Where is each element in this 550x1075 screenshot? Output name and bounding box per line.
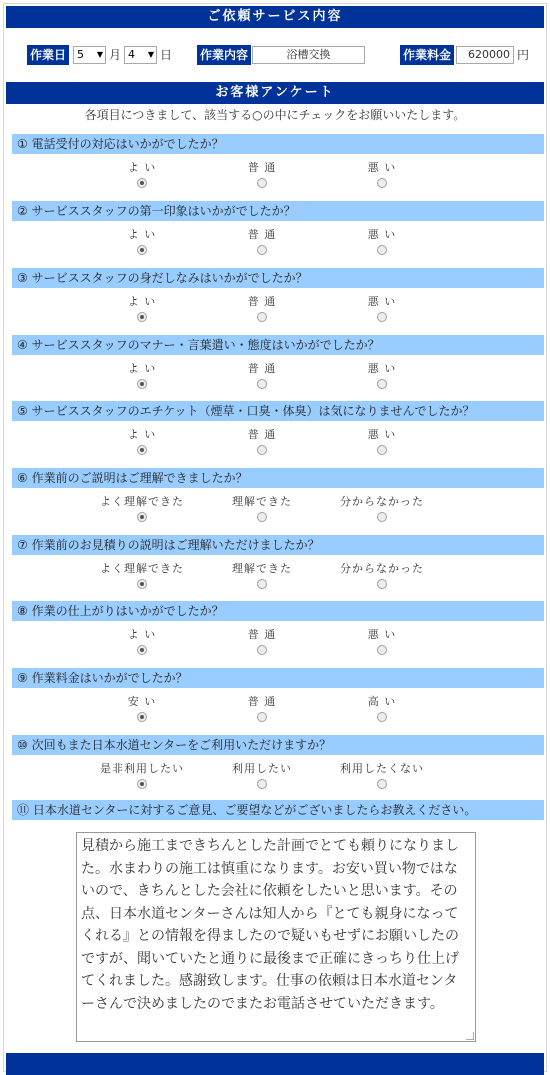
question-8-text: ⑧ 作業の仕上がりはいかがでしたか？: [12, 601, 544, 621]
comment-question: ⑪ 日本水道センターに対するご意見、ご要望などがございましたらお教えください。: [12, 800, 544, 820]
radio-button[interactable]: [257, 245, 267, 255]
day-unit: 日: [160, 48, 173, 62]
question-7-option-1[interactable]: [82, 562, 202, 592]
question-8-option-3[interactable]: [322, 628, 442, 658]
work-content-label: 作業内容: [197, 45, 251, 65]
question-9-option-2[interactable]: [202, 695, 322, 725]
survey-section-title: お客様アンケート: [6, 82, 544, 104]
radio-button[interactable]: [137, 579, 147, 589]
comment-text: 見積から施工まできちんとした計画でとても頼りになりました。水まわりの施工は慎重になります。お安い買い物ではないので、きちんとした会社に依頼をしたいと思います。その点、日本水道センターさんは知人から『とても親身になってくれる』との情報を得ましたので疑いもせずにお願いしたのですが、聞いていたと通りに最後まで正確にきっちり仕上げてくれました。感謝致します。仕事の依頼は日本水道センターさんで決めましたのでまたお電話させていただきます。: [81, 838, 459, 1012]
question-10-option-3[interactable]: [322, 762, 442, 792]
question-2-option-2[interactable]: [202, 228, 322, 258]
question-10-text: ⑩ 次回もまた日本水道センターをご利用いただけますか？: [12, 735, 544, 755]
radio-button[interactable]: [257, 579, 267, 589]
question-6-text: ⑥ 作業前のご説明はご理解できましたか？: [12, 468, 544, 488]
comment-textarea[interactable]: [76, 832, 476, 1042]
option-label: 普 通: [247, 362, 277, 375]
day-select[interactable]: [124, 46, 157, 64]
radio-button[interactable]: [377, 245, 387, 255]
option-label: 悪 い: [367, 428, 397, 441]
chevron-down-icon: ▼: [96, 50, 103, 59]
radio-button[interactable]: [377, 779, 387, 789]
question-9-option-1[interactable]: [82, 695, 202, 725]
month-select[interactable]: [73, 46, 106, 64]
radio-button[interactable]: [257, 312, 267, 322]
radio-button[interactable]: [377, 379, 387, 389]
question-5-text: ⑤ サービススタッフのエチケット（煙草・口臭・体臭）は気になりませんでしたか？: [12, 401, 544, 421]
radio-button[interactable]: [137, 245, 147, 255]
question-3-option-1[interactable]: [82, 295, 202, 325]
question-5-option-1[interactable]: [82, 428, 202, 458]
option-label: 是非利用したい: [100, 762, 184, 775]
option-label: 悪 い: [367, 295, 397, 308]
option-label: よ い: [127, 228, 157, 241]
question-2-option-1[interactable]: [82, 228, 202, 258]
option-label: よ い: [127, 628, 157, 641]
question-7-text: ⑦ 作業前のお見積りの説明はご理解いただけましたか？: [12, 535, 544, 555]
fee-label: 作業料金: [400, 45, 454, 65]
question-10-option-2[interactable]: [202, 762, 322, 792]
radio-button[interactable]: [257, 178, 267, 188]
option-label: よ い: [127, 428, 157, 441]
option-label: 悪 い: [367, 161, 397, 174]
question-4-option-3[interactable]: [322, 362, 442, 392]
question-2-text: ② サービススタッフの第一印象はいかがでしたか？: [12, 201, 544, 221]
radio-button[interactable]: [257, 379, 267, 389]
month-select-value: 5: [77, 48, 84, 61]
option-label: 利用したくない: [340, 762, 424, 775]
radio-button[interactable]: [137, 445, 147, 455]
radio-button[interactable]: [377, 645, 387, 655]
radio-button[interactable]: [137, 712, 147, 722]
question-1-option-3[interactable]: [322, 161, 442, 191]
survey-intro: 各項目につきまして、該当する○の中にチェックをお願いいたします。: [84, 108, 466, 122]
radio-button[interactable]: [137, 379, 147, 389]
work-content-field[interactable]: 浴槽交換: [252, 46, 365, 64]
radio-button[interactable]: [137, 779, 147, 789]
radio-button[interactable]: [257, 645, 267, 655]
question-4-option-2[interactable]: [202, 362, 322, 392]
option-label: 悪 い: [367, 362, 397, 375]
radio-button[interactable]: [377, 579, 387, 589]
chevron-down-icon: ▼: [147, 50, 154, 59]
question-9-option-3[interactable]: [322, 695, 442, 725]
radio-button[interactable]: [137, 178, 147, 188]
option-label: 普 通: [247, 228, 277, 241]
question-8-option-2[interactable]: [202, 628, 322, 658]
day-select-value: 4: [128, 48, 135, 61]
question-9-text: ⑨ 作業料金はいかがでしたか？: [12, 668, 544, 688]
question-5-option-3[interactable]: [322, 428, 442, 458]
radio-button[interactable]: [377, 512, 387, 522]
radio-button[interactable]: [377, 445, 387, 455]
radio-button[interactable]: [137, 512, 147, 522]
option-label: 利用したい: [232, 762, 292, 775]
option-label: 分からなかった: [340, 562, 424, 575]
option-label: 分からなかった: [340, 495, 424, 508]
option-label: 普 通: [247, 695, 277, 708]
question-1-text: ① 電話受付の対応はいかがでしたか？: [12, 134, 544, 154]
question-8-option-1[interactable]: [82, 628, 202, 658]
option-label: よく理解できた: [100, 495, 184, 508]
option-label: 悪 い: [367, 228, 397, 241]
question-4-option-1[interactable]: [82, 362, 202, 392]
option-label: 理解できた: [232, 495, 292, 508]
question-3-option-2[interactable]: [202, 295, 322, 325]
question-6-option-1[interactable]: [82, 495, 202, 525]
option-label: 普 通: [247, 428, 277, 441]
option-label: よ い: [127, 161, 157, 174]
option-label: 普 通: [247, 628, 277, 641]
question-7-option-3[interactable]: [322, 562, 442, 592]
radio-button[interactable]: [377, 712, 387, 722]
radio-button[interactable]: [137, 645, 147, 655]
radio-button[interactable]: [377, 312, 387, 322]
radio-button[interactable]: [257, 712, 267, 722]
radio-button[interactable]: [257, 779, 267, 789]
radio-button[interactable]: [257, 445, 267, 455]
question-10-option-1[interactable]: [82, 762, 202, 792]
footer-bar: [6, 1053, 544, 1075]
month-unit: 月: [109, 48, 122, 62]
option-label: 悪 い: [367, 628, 397, 641]
radio-button[interactable]: [377, 178, 387, 188]
question-2-option-3[interactable]: [322, 228, 442, 258]
question-7-option-2[interactable]: [202, 562, 322, 592]
option-label: 普 通: [247, 295, 277, 308]
option-label: 普 通: [247, 161, 277, 174]
work-date-label: 作業日: [27, 45, 69, 65]
fee-unit: 円: [517, 48, 530, 62]
question-3-option-3[interactable]: [322, 295, 442, 325]
option-label: 安 い: [127, 695, 157, 708]
service-info-row: [6, 28, 544, 82]
option-label: よ い: [127, 295, 157, 308]
question-4-text: ④ サービススタッフのマナー・言葉遣い・態度はいかがでしたか？: [12, 335, 544, 355]
option-label: 理解できた: [232, 562, 292, 575]
radio-button[interactable]: [257, 512, 267, 522]
question-5-option-2[interactable]: [202, 428, 322, 458]
option-label: よく理解できた: [100, 562, 184, 575]
option-label: よ い: [127, 362, 157, 375]
service-section-title: ご依頼サービス内容: [6, 6, 544, 28]
radio-button[interactable]: [137, 312, 147, 322]
question-1-option-1[interactable]: [82, 161, 202, 191]
question-3-text: ③ サービススタッフの身だしなみはいかがでしたか？: [12, 268, 544, 288]
fee-field[interactable]: 620000: [456, 46, 514, 64]
resize-grip-icon[interactable]: [466, 1032, 474, 1040]
question-1-option-2[interactable]: [202, 161, 322, 191]
question-6-option-2[interactable]: [202, 495, 322, 525]
question-6-option-3[interactable]: [322, 495, 442, 525]
option-label: 高 い: [367, 695, 397, 708]
